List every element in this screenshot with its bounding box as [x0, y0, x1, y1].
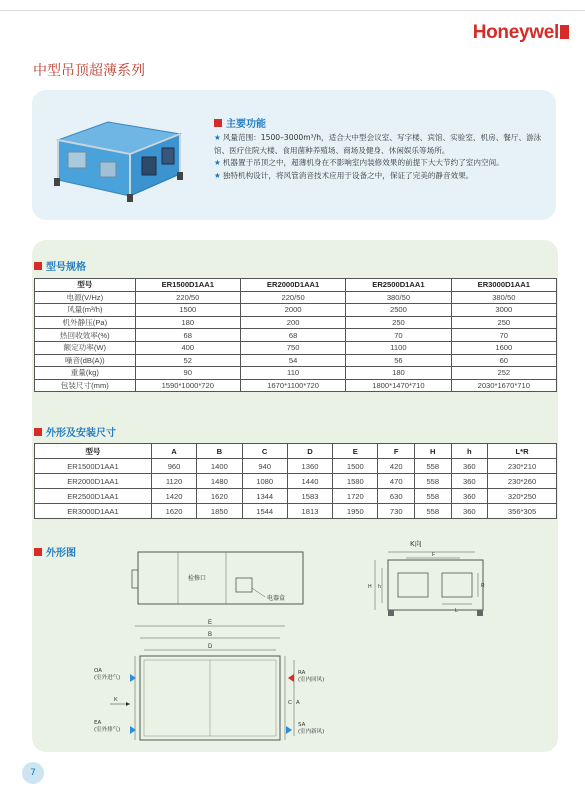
- table-cell: 360: [451, 459, 488, 474]
- ea-label: EA (室外排气): [94, 720, 121, 733]
- service-port-label: 检修口: [188, 575, 207, 582]
- table-cell: 1813: [287, 504, 332, 519]
- table-cell: 400: [135, 341, 240, 354]
- table-cell: 1544: [242, 504, 287, 519]
- header-divider: [0, 10, 585, 11]
- table-row: [35, 291, 557, 304]
- table-cell: 252: [451, 367, 556, 380]
- table-cell: 630: [378, 489, 415, 504]
- table-cell: ER1500D1AA1: [35, 459, 152, 474]
- features-list: [214, 132, 546, 182]
- table-cell: 电源(V/Hz): [35, 291, 136, 304]
- table-row: [35, 504, 557, 519]
- table-cell: ER3000D1AA1: [35, 504, 152, 519]
- table-cell: 250: [451, 316, 556, 329]
- spec-heading: 型号规格: [34, 258, 86, 273]
- table-cell: 730: [378, 504, 415, 519]
- table-row: [35, 316, 557, 329]
- column-header: ER3000D1AA1: [451, 279, 556, 292]
- table-cell: 1800*1470*710: [346, 379, 451, 392]
- ra-arrow-icon: [288, 674, 294, 682]
- table-header-row: [35, 279, 557, 292]
- table-cell: 1400: [197, 459, 242, 474]
- table-cell: 2030*1670*710: [451, 379, 556, 392]
- sa-arrow-icon: [286, 726, 292, 734]
- table-cell: 60: [451, 354, 556, 367]
- table-cell: 230*210: [488, 459, 557, 474]
- table-row: [35, 379, 557, 392]
- table-row: [35, 304, 557, 317]
- table-cell: 1620: [151, 504, 196, 519]
- table-cell: 200: [240, 316, 345, 329]
- table-cell: 1360: [287, 459, 332, 474]
- k-view-drawing: [360, 538, 505, 618]
- table-cell: 重量(kg): [35, 367, 136, 380]
- column-header: E: [333, 444, 378, 459]
- table-row: [35, 329, 557, 342]
- table-row: [35, 367, 557, 380]
- table-cell: 1950: [333, 504, 378, 519]
- table-cell: 54: [240, 354, 345, 367]
- table-cell: 1850: [197, 504, 242, 519]
- table-cell: 2500: [346, 304, 451, 317]
- table-cell: 960: [151, 459, 196, 474]
- table-cell: 558: [415, 489, 452, 504]
- brand-logo: Honeywel: [473, 22, 569, 44]
- table-cell: 360: [451, 474, 488, 489]
- table-cell: 2000: [240, 304, 345, 317]
- svg-text:F: F: [432, 552, 436, 558]
- table-cell: ER2500D1AA1: [35, 489, 152, 504]
- table-cell: 68: [240, 329, 345, 342]
- table-row: [35, 354, 557, 367]
- ra-label: RA (室内回风): [298, 670, 325, 683]
- svg-text:B: B: [208, 632, 213, 638]
- table-cell: 52: [135, 354, 240, 367]
- column-header: F: [378, 444, 415, 459]
- star-icon: ★: [214, 133, 221, 142]
- feature-panel: [32, 90, 556, 220]
- table-cell: 包装尺寸(mm): [35, 379, 136, 392]
- table-cell: 额定功率(W): [35, 341, 136, 354]
- table-cell: 热回收效率(%): [35, 329, 136, 342]
- svg-text:E: E: [208, 620, 213, 626]
- table-cell: 380/50: [346, 291, 451, 304]
- table-cell: 250: [346, 316, 451, 329]
- table-cell: 3000: [451, 304, 556, 317]
- table-cell: 750: [240, 341, 345, 354]
- table-cell: 1600: [451, 341, 556, 354]
- table-cell: 110: [240, 367, 345, 380]
- table-cell: 机外静压(Pa): [35, 316, 136, 329]
- table-cell: 180: [346, 367, 451, 380]
- table-cell: 1440: [287, 474, 332, 489]
- column-header: A: [151, 444, 196, 459]
- drawing-heading: 外形图: [34, 544, 76, 559]
- column-header: ER1500D1AA1: [135, 279, 240, 292]
- table-cell: 1670*1100*720: [240, 379, 345, 392]
- sa-label: SA (室内新风): [298, 722, 325, 735]
- table-row: [35, 489, 557, 504]
- table-row: [35, 459, 557, 474]
- table-cell: 360: [451, 504, 488, 519]
- table-cell: 1120: [151, 474, 196, 489]
- feature-item: ★ 风量范围：1500–3000m³/h，适合大中型会议室、写字楼、宾馆、实验室、机房、餐厅、游泳馆、医疗住院大楼、食用菌种养殖场、商场及健身、休闲娱乐等场所。: [214, 133, 542, 155]
- star-icon: ★: [214, 170, 221, 180]
- table-cell: 220/50: [240, 291, 345, 304]
- table-cell: 420: [378, 459, 415, 474]
- page-number: 7: [22, 762, 44, 784]
- table-cell: 1720: [333, 489, 378, 504]
- table-cell: 558: [415, 459, 452, 474]
- table-cell: 1583: [287, 489, 332, 504]
- table-cell: 320*250: [488, 489, 557, 504]
- table-cell: 1344: [242, 489, 287, 504]
- svg-text:K: K: [114, 697, 118, 703]
- column-header: B: [197, 444, 242, 459]
- table-cell: 356*305: [488, 504, 557, 519]
- svg-text:R: R: [481, 583, 485, 589]
- svg-text:C: C: [288, 700, 292, 706]
- table-cell: 68: [135, 329, 240, 342]
- feature-item: ★ 独特机构设计，将风管消音技术应用于设备之中，保证了完美的静音效果。: [214, 170, 474, 180]
- svg-text:L: L: [455, 608, 458, 614]
- electric-box-label: 电器盒: [267, 595, 286, 602]
- table-cell: 1500: [333, 459, 378, 474]
- column-header: 型号: [35, 279, 136, 292]
- column-header: D: [287, 444, 332, 459]
- spec-table: [34, 278, 557, 392]
- star-icon: ★: [214, 158, 221, 167]
- table-cell: 90: [135, 367, 240, 380]
- table-cell: 1590*1000*720: [135, 379, 240, 392]
- dimension-table: [34, 443, 557, 519]
- table-cell: 1620: [197, 489, 242, 504]
- table-cell: 180: [135, 316, 240, 329]
- table-cell: 1480: [197, 474, 242, 489]
- table-cell: 1500: [135, 304, 240, 317]
- table-cell: 1580: [333, 474, 378, 489]
- table-cell: 1080: [242, 474, 287, 489]
- table-cell: 70: [346, 329, 451, 342]
- table-cell: ER2000D1AA1: [35, 474, 152, 489]
- table-cell: 220/50: [135, 291, 240, 304]
- table-cell: 风量(m³/h): [35, 304, 136, 317]
- feature-item: ★ 机器置于吊顶之中，超薄机身在不影响室内装修效果的前提下大大节约了室内空间。: [214, 158, 504, 167]
- column-header: L*R: [488, 444, 557, 459]
- table-cell: 230*260: [488, 474, 557, 489]
- column-header: h: [451, 444, 488, 459]
- table-cell: 470: [378, 474, 415, 489]
- column-header: H: [415, 444, 452, 459]
- table-cell: 558: [415, 474, 452, 489]
- unit-product-image: [50, 112, 185, 202]
- column-header: ER2500D1AA1: [346, 279, 451, 292]
- column-header: ER2000D1AA1: [240, 279, 345, 292]
- features-heading: 主要功能: [214, 115, 266, 130]
- dim-heading: 外形及安装尺寸: [34, 424, 116, 439]
- oa-label: OA (室外进气): [94, 668, 121, 681]
- table-header-row: [35, 444, 557, 459]
- table-cell: 70: [451, 329, 556, 342]
- table-cell: 940: [242, 459, 287, 474]
- table-cell: 56: [346, 354, 451, 367]
- series-title: 中型吊顶超薄系列: [33, 63, 145, 79]
- svg-text:D: D: [208, 644, 213, 650]
- svg-text:h: h: [378, 584, 381, 590]
- table-cell: 380/50: [451, 291, 556, 304]
- table-cell: 噪音(dB(A)): [35, 354, 136, 367]
- table-cell: 1420: [151, 489, 196, 504]
- table-row: [35, 474, 557, 489]
- table-cell: 360: [451, 489, 488, 504]
- table-row: [35, 341, 557, 354]
- table-cell: 1100: [346, 341, 451, 354]
- svg-text:H: H: [368, 584, 372, 590]
- column-header: 型号: [35, 444, 152, 459]
- table-cell: 558: [415, 504, 452, 519]
- svg-text:K向: K向: [410, 540, 422, 548]
- svg-text:A: A: [296, 700, 300, 706]
- column-header: C: [242, 444, 287, 459]
